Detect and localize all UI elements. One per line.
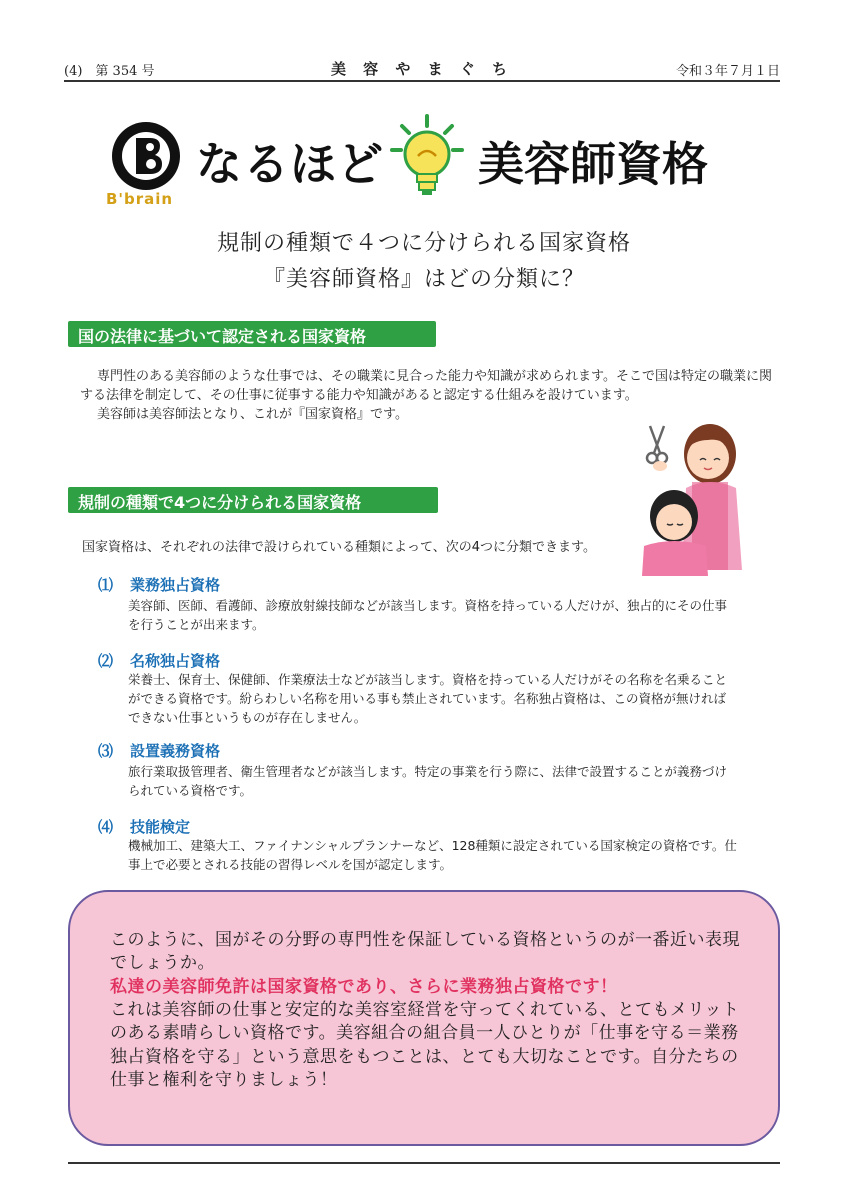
page-title-part1: なるほど — [196, 137, 384, 191]
section1-body2: 美容師は美容師法となり、これが『国家資格』です。 — [97, 407, 408, 422]
callout-highlight: 私達の美容師免許は国家資格であり、さらに業務独占資格です！ — [110, 977, 618, 997]
logo-brand-text: B'brain — [106, 190, 174, 208]
section2-heading: 規制の種類で4つに分けられる国家資格 — [68, 487, 438, 513]
lightbulb-icon — [388, 112, 466, 202]
callout-line1: このように、国がその分野の専門性を保証している資格というのが一番近い表現でしょうか。 — [110, 930, 740, 974]
item4-body: 機械加工、建築大工、ファイナンシャルプランナーなど、128種類に設定されている国家検定の資格です。仕事上で必要とされる技能の習得レベルを国が認定します。 — [128, 838, 737, 872]
issue-number: (4) 第 354 号 — [64, 64, 155, 79]
item2-heading: ⑵ 名称独占資格 — [98, 652, 221, 670]
item1-body: 美容師、医師、看護師、診療放射線技師などが該当します。資格を持っている人だけが、独占的にその仕事を行うことが出来ます。 — [128, 598, 728, 632]
section1-heading: 国の法律に基づいて認定される国家資格 — [68, 321, 436, 347]
callout-line2: これは美容師の仕事と安定的な美容室経営を守ってくれている、とてもメリットのある素晴らしい資格です。美容組合の組合員一人ひとりが「仕事を守る＝業務独占資格を守る」という意思をもつことは、とても大切なことです。自分たちの仕事と権利を守りましょう！ — [110, 1000, 740, 1091]
item2-body: 栄養士、保育士、保健師、作業療法士などが該当します。資格を持っている人だけがその名称を名乗ることができる資格です。紛らわしい名称を用いる事も禁止されています。名称独占資格は、この資格が無ければできない仕事というものが存在しません。 — [128, 672, 728, 725]
section1-body: 専門性のある美容師のような仕事では、その職業に見合った能力や知識が求められます。そこで国は特定の職業に関する法律を制定して、その仕事に従事する能力や知識があると認定する仕組みを設けています。 — [80, 369, 772, 403]
publication-name: 美 容 や ま ぐ ち — [330, 60, 514, 78]
item3-heading: ⑶ 設置義務資格 — [98, 742, 221, 760]
item4-heading: ⑷ 技能検定 — [98, 818, 191, 836]
page-title-part2: 美容師資格 — [478, 137, 708, 191]
item1-heading: ⑴ 業務独占資格 — [98, 576, 221, 594]
item3-body: 旅行業取扱管理者、衛生管理者などが該当します。特定の事業を行う際に、法律で設置することが義務づけられている資格です。 — [128, 764, 728, 798]
page-header — [64, 56, 780, 78]
footer-divider — [68, 1162, 780, 1164]
subtitle-line1: 規制の種類で４つに分けられる国家資格 — [216, 231, 631, 256]
issue-date: 令和３年７月１日 — [675, 64, 780, 79]
section2-intro: 国家資格は、それぞれの法律で設けられている種類によって、次の4つに分類できます。 — [82, 540, 596, 555]
header-divider — [64, 80, 780, 82]
subtitle-line2: 『美容師資格』はどの分類に？ — [262, 267, 585, 292]
